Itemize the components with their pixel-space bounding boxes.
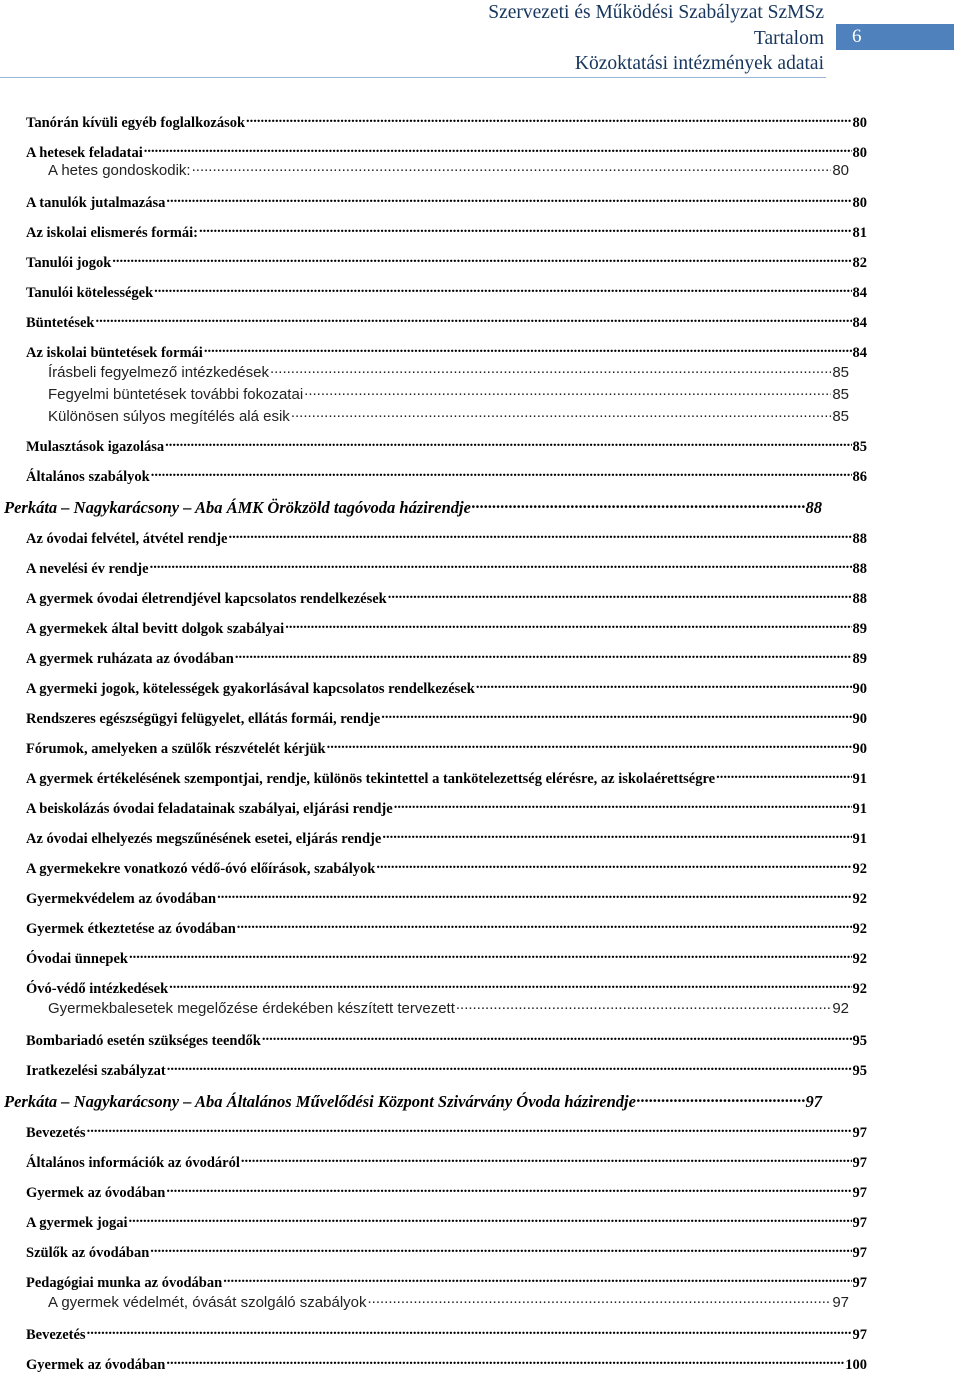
toc-entry-title: A gyermek jogai <box>26 1214 128 1231</box>
toc-entry-title: Gyermekvédelem az óvodában <box>26 890 217 907</box>
toc-entry-title: A hetesek feladatai <box>26 144 143 161</box>
toc-entry[interactable] <box>26 828 867 848</box>
toc-dot-leader <box>327 738 852 753</box>
toc-entry[interactable] <box>48 998 849 1017</box>
toc-dot-leader <box>204 342 852 357</box>
toc-entry-page: 95 <box>852 1032 867 1049</box>
toc-entry-title: Az iskolai büntetések formái <box>26 344 203 361</box>
toc-entry-page: 95 <box>852 1062 867 1079</box>
toc-dot-leader <box>237 918 852 933</box>
toc-entry-page: 97 <box>852 1244 867 1261</box>
toc-dot-leader <box>150 558 852 573</box>
toc-entry-page: 91 <box>852 770 867 787</box>
toc-entry[interactable] <box>26 1182 867 1202</box>
toc-entry-title: Tanórán kívüli egyéb foglalkozások <box>26 114 246 131</box>
toc-entry-title: Gyermekbalesetek megelőzése érdekében készített tervezett <box>48 1000 455 1017</box>
toc-dot-leader <box>368 1292 832 1307</box>
toc-entry[interactable] <box>26 1272 867 1292</box>
toc-dot-leader <box>166 192 851 207</box>
toc-dot-leader <box>128 1212 851 1227</box>
toc-dot-leader <box>112 252 851 267</box>
toc-entry-page: 85 <box>832 408 849 425</box>
toc-entry-title: A hetes gondoskodik: <box>48 162 191 179</box>
toc-entry[interactable] <box>26 1324 867 1344</box>
toc-dot-leader <box>129 948 852 963</box>
subsection-title: Közoktatási intézmények adatai <box>574 53 824 74</box>
toc-entry-title: Perkáta – Nagykarácsony – Aba Általános Művelődési Központ Szivárvány Óvoda házirendje <box>4 1091 636 1111</box>
toc-dot-leader <box>235 648 852 663</box>
toc-entry-title: Gyermek étkeztetése az óvodában <box>26 920 236 937</box>
toc-dot-leader <box>382 828 851 843</box>
toc-entry-title: Bombariadó esetén szükséges teendők <box>26 1032 261 1049</box>
toc-entry[interactable] <box>26 888 867 908</box>
toc-entry[interactable] <box>26 528 867 548</box>
toc-entry-title: Általános szabályok <box>26 468 150 485</box>
toc-entry[interactable] <box>26 142 867 162</box>
toc-entry[interactable] <box>26 192 867 212</box>
toc-entry[interactable] <box>48 160 849 179</box>
toc-entry-page: 80 <box>852 144 867 161</box>
toc-dot-leader <box>716 768 851 783</box>
toc-dot-leader <box>169 978 851 993</box>
toc-entry[interactable] <box>26 858 867 878</box>
toc-dot-leader <box>291 406 832 421</box>
toc-entry[interactable] <box>26 918 867 938</box>
toc-entry[interactable] <box>26 1122 867 1142</box>
toc-entry-title: A gyermek védelmét, óvását szolgáló szabályok <box>48 1294 367 1311</box>
toc-entry-title: Az óvodai elhelyezés megszűnésének esetei, eljárás rendje <box>26 830 382 847</box>
toc-dot-leader <box>223 1272 851 1287</box>
toc-dot-leader <box>241 1152 852 1167</box>
toc-entry-page: 100 <box>845 1356 867 1373</box>
toc-entry[interactable] <box>26 1030 867 1050</box>
toc-entry-title: A tanulók jutalmazása <box>26 194 166 211</box>
toc-dot-leader <box>95 312 851 327</box>
toc-dot-leader <box>376 858 851 873</box>
toc-entry-page: 97 <box>852 1214 867 1231</box>
toc-entry-title: Gyermek az óvodában <box>26 1356 166 1373</box>
toc-entry-title: Tanulói jogok <box>26 254 112 271</box>
toc-entry-title: Írásbeli fegyelmező intézkedések <box>48 364 269 381</box>
toc-entry-page: 97 <box>852 1274 867 1291</box>
toc-entry-page: 97 <box>852 1124 867 1141</box>
toc-entry[interactable] <box>26 1152 867 1172</box>
toc-dot-leader <box>166 1182 851 1197</box>
toc-entry-title: Gyermek az óvodában <box>26 1184 166 1201</box>
toc-entry-page: 85 <box>852 438 867 455</box>
section-title: Tartalom <box>753 27 824 49</box>
toc-entry[interactable] <box>26 312 867 332</box>
toc-entry-title: Az óvodai felvétel, átvétel rendje <box>26 530 228 547</box>
toc-entry-title: Óvó-védő intézkedések <box>26 980 169 997</box>
toc-entry-page: 90 <box>852 740 867 757</box>
toc-entry-title: Perkáta – Nagykarácsony – Aba ÁMK Örökzöld tagóvoda házirendje <box>4 497 471 517</box>
toc-entry-title: A beiskolázás óvodai feladatainak szabályai, eljárási rendje <box>26 800 393 817</box>
toc-entry-page: 97 <box>852 1326 867 1343</box>
toc-entry-page: 89 <box>852 650 867 667</box>
toc-entry-page: 85 <box>832 386 849 403</box>
toc-dot-leader <box>472 496 805 513</box>
toc-entry-page: 92 <box>852 860 867 877</box>
toc-dot-leader <box>394 798 852 813</box>
toc-entry-page: 81 <box>852 224 867 241</box>
toc-dot-leader <box>381 708 851 723</box>
toc-dot-leader <box>192 160 832 175</box>
toc-entry[interactable] <box>4 1090 822 1112</box>
toc-entry-title: Az iskolai elismerés formái: <box>26 224 198 241</box>
toc-entry-page: 97 <box>832 1294 849 1311</box>
document-title: Szervezeti és Működési Szabályzat SzMSz <box>488 2 824 23</box>
toc-dot-leader <box>199 222 852 237</box>
toc-entry-page: 80 <box>852 114 867 131</box>
toc-entry-page: 92 <box>852 890 867 907</box>
toc-dot-leader <box>144 142 852 157</box>
toc-entry[interactable] <box>26 558 867 578</box>
toc-entry-title: Iratkezelési szabályzat <box>26 1062 166 1079</box>
toc-entry-page: 88 <box>852 530 867 547</box>
toc-entry[interactable] <box>26 1354 867 1374</box>
toc-entry-title: A gyermekekre vonatkozó védő-óvó előírások, szabályok <box>26 860 376 877</box>
toc-dot-leader <box>217 888 851 903</box>
page-header <box>0 0 960 80</box>
page-number: 6 <box>852 26 862 47</box>
toc-dot-leader <box>151 466 852 481</box>
toc-entry-page: 97 <box>852 1184 867 1201</box>
toc-entry-title: Büntetések <box>26 314 95 331</box>
toc-entry-page: 90 <box>852 710 867 727</box>
toc-dot-leader <box>262 1030 852 1045</box>
toc-entry[interactable] <box>48 362 849 381</box>
toc-entry-page: 89 <box>852 620 867 637</box>
toc-entry[interactable] <box>26 112 867 132</box>
toc-dot-leader <box>150 1242 851 1257</box>
toc-entry-title: Különösen súlyos megítélés alá esik <box>48 408 290 425</box>
toc-dot-leader <box>388 588 852 603</box>
toc-entry-title: Fegyelmi büntetések további fokozatai <box>48 386 304 403</box>
toc-entry-page: 80 <box>832 162 849 179</box>
toc-entry-page: 92 <box>852 920 867 937</box>
toc-entry[interactable] <box>26 708 867 728</box>
toc-entry[interactable] <box>26 768 867 788</box>
toc-entry-page: 85 <box>832 364 849 381</box>
toc-dot-leader <box>87 1122 852 1137</box>
toc-entry[interactable] <box>26 466 867 486</box>
toc-entry-page: 91 <box>852 800 867 817</box>
toc-entry[interactable] <box>48 1292 849 1311</box>
toc-entry-page: 97 <box>852 1154 867 1171</box>
toc-entry-title: Rendszeres egészségügyi felügyelet, ellátás formái, rendje <box>26 710 381 727</box>
toc-dot-leader <box>167 1060 852 1075</box>
toc-entry-title: Bevezetés <box>26 1124 86 1141</box>
toc-entry-page: 86 <box>852 468 867 485</box>
toc-entry-page: 80 <box>852 194 867 211</box>
toc-entry[interactable] <box>26 282 867 302</box>
toc-entry-page: 90 <box>852 680 867 697</box>
toc-dot-leader <box>285 618 851 633</box>
toc-entry-title: A gyermeki jogok, kötelességek gyakorlásával kapcsolatos rendelkezések <box>26 680 475 697</box>
toc-dot-leader <box>165 436 851 451</box>
toc-dot-leader <box>166 1354 844 1369</box>
toc-entry[interactable] <box>26 798 867 818</box>
toc-entry-title: A gyermek óvodai életrendjével kapcsolatos rendelkezések <box>26 590 387 607</box>
toc-entry-title: Bevezetés <box>26 1326 86 1343</box>
toc-entry[interactable] <box>26 222 867 242</box>
toc-entry[interactable] <box>48 406 849 425</box>
toc-entry[interactable] <box>26 342 867 362</box>
toc-entry[interactable] <box>26 648 867 668</box>
header-divider <box>0 77 826 78</box>
toc-entry-page: 88 <box>805 497 822 517</box>
header-text <box>488 0 824 77</box>
toc-entry-page: 84 <box>852 314 867 331</box>
toc-entry[interactable] <box>26 978 867 998</box>
toc-entry-page: 88 <box>852 590 867 607</box>
toc-entry-page: 92 <box>852 980 867 997</box>
toc-entry-title: Mulasztások igazolása <box>26 438 165 455</box>
toc-entry[interactable] <box>26 738 867 758</box>
toc-entry-page: 84 <box>852 344 867 361</box>
toc-entry-title: Pedagógiai munka az óvodában <box>26 1274 223 1291</box>
toc-entry-page: 92 <box>852 950 867 967</box>
toc-entry-page: 84 <box>852 284 867 301</box>
toc-entry[interactable] <box>4 496 822 518</box>
toc-entry-title: Általános információk az óvodáról <box>26 1154 240 1171</box>
page-number-badge <box>836 24 954 50</box>
toc-dot-leader <box>637 1090 805 1107</box>
toc-entry-page: 92 <box>832 1000 849 1017</box>
toc-entry[interactable] <box>48 384 849 403</box>
toc-entry[interactable] <box>26 678 867 698</box>
toc-dot-leader <box>154 282 851 297</box>
toc-entry-title: Óvodai ünnepek <box>26 950 128 967</box>
toc-dot-leader <box>270 362 831 377</box>
toc-entry-title: A gyermek ruházata az óvodában <box>26 650 234 667</box>
toc-entry[interactable] <box>26 588 867 608</box>
toc-entry-title: A nevelési év rendje <box>26 560 149 577</box>
toc-dot-leader <box>476 678 852 693</box>
toc-entry-page: 97 <box>805 1091 822 1111</box>
toc-dot-leader <box>228 528 851 543</box>
toc-entry-page: 82 <box>852 254 867 271</box>
toc-dot-leader <box>456 998 831 1013</box>
toc-entry-page: 88 <box>852 560 867 577</box>
toc-dot-leader <box>87 1324 852 1339</box>
toc-dot-leader <box>246 112 851 127</box>
toc-entry[interactable] <box>26 1060 867 1080</box>
toc-entry-title: A gyermek értékelésének szempontjai, rendje, különös tekintettel a tankötelezettség elérésre, az iskolaérettségre <box>26 770 716 787</box>
toc-entry[interactable] <box>26 252 867 272</box>
toc-entry[interactable] <box>26 618 867 638</box>
toc-entry-title: Tanulói kötelességek <box>26 284 154 301</box>
toc-entry-title: A gyermekek által bevitt dolgok szabályai <box>26 620 285 637</box>
toc-entry-title: Szülők az óvodában <box>26 1244 150 1261</box>
toc-entry-title: Fórumok, amelyeken a szülők részvételét kérjük <box>26 740 326 757</box>
toc-entry[interactable] <box>26 948 867 968</box>
toc-entry[interactable] <box>26 1242 867 1262</box>
toc-entry[interactable] <box>26 436 867 456</box>
toc-entry-page: 91 <box>852 830 867 847</box>
toc-dot-leader <box>304 384 831 399</box>
toc-entry[interactable] <box>26 1212 867 1232</box>
